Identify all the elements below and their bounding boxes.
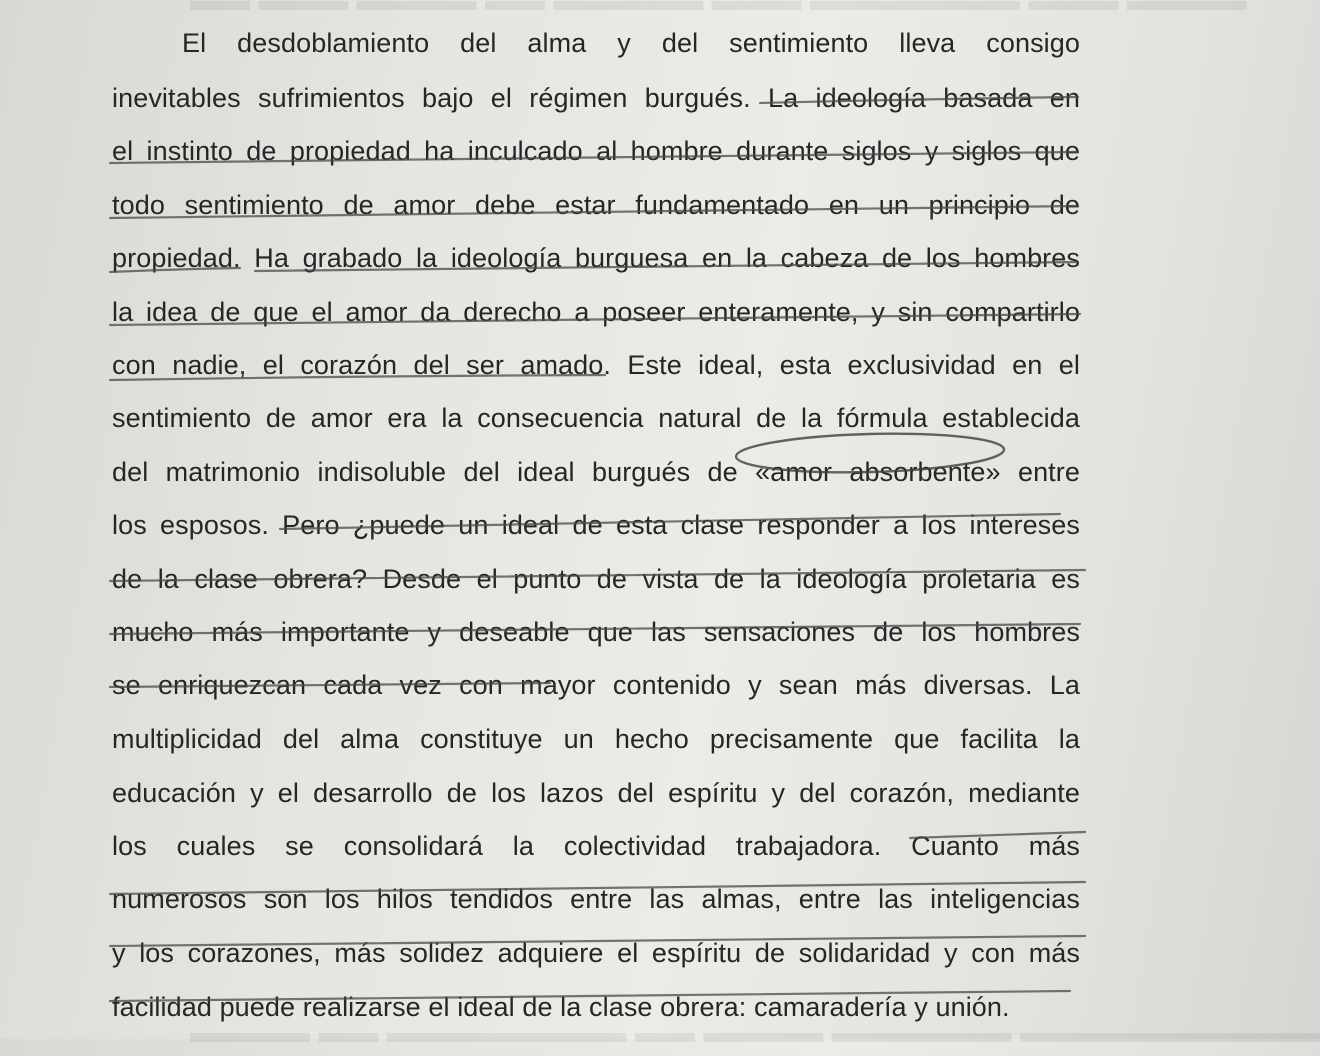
- text-line: multiplicidad del alma constituye un hecho precisamente que facilita la: [112, 724, 1080, 754]
- text-line: numerosos son los hilos tendidos entre las almas, entre las inteligencias: [112, 884, 1080, 914]
- text-line: los esposos. Pero ¿puede un ideal de esta clase responder a los intereses: [112, 510, 1080, 540]
- text-line: y los corazones, más solidez adquiere el espíritu de solidaridad y con más: [112, 938, 1080, 968]
- text-line: sentimiento de amor era la consecuencia natural de la fórmula establecida: [112, 403, 1080, 433]
- text-line: del matrimonio indisoluble del ideal burgués de «amor absorbente» entre: [112, 457, 1080, 487]
- text-line: todo sentimiento de amor debe estar fundamentado en un principio de: [112, 190, 1080, 220]
- text-line: de la clase obrera? Desde el punto de vista de la ideología proletaria es: [112, 564, 1080, 594]
- text-line: se enriquezcan cada vez con mayor contenido y sean más diversas. La: [112, 670, 1080, 700]
- text-line: la idea de que el amor da derecho a poseer enteramente, y sin compartirlo: [112, 297, 1080, 327]
- text-line: educación y el desarrollo de los lazos del espíritu y del corazón, mediante: [112, 778, 1080, 808]
- text-line: con nadie, el corazón del ser amado. Este ideal, esta exclusividad en el: [112, 350, 1080, 380]
- text-line: inevitables sufrimientos bajo el régimen burgués. La ideología basada en: [112, 83, 1080, 113]
- text-line: propiedad. Ha grabado la ideología burguesa en la cabeza de los hombres: [112, 243, 1080, 273]
- text-line: mucho más importante y deseable que las sensaciones de los hombres: [112, 617, 1080, 647]
- text-line: facilidad puede realizarse el ideal de la clase obrera: camaradería y unión.: [112, 992, 1010, 1022]
- text-line: el instinto de propiedad ha inculcado al hombre durante siglos y siglos que: [112, 136, 1080, 166]
- text-line: los cuales se consolidará la colectividad trabajadora. Cuanto más: [112, 831, 1080, 861]
- show-through-text-bottom: ▬▬▬▬ ▬▬ ▬▬▬▬▬▬▬▬ ▬▬ ▬▬▬▬ ▬▬▬▬▬▬ ▬▬▬▬▬▬▬▬▬▬: [190, 1016, 1320, 1049]
- show-through-text-top: ▬▬ ▬▬▬ ▬▬▬▬ ▬▬ ▬▬▬▬▬ ▬▬▬ ▬▬▬▬▬▬▬ ▬▬▬ ▬▬▬▬: [190, 0, 1247, 17]
- text-line: El desdoblamiento del alma y del sentimiento lleva consigo: [182, 28, 1080, 58]
